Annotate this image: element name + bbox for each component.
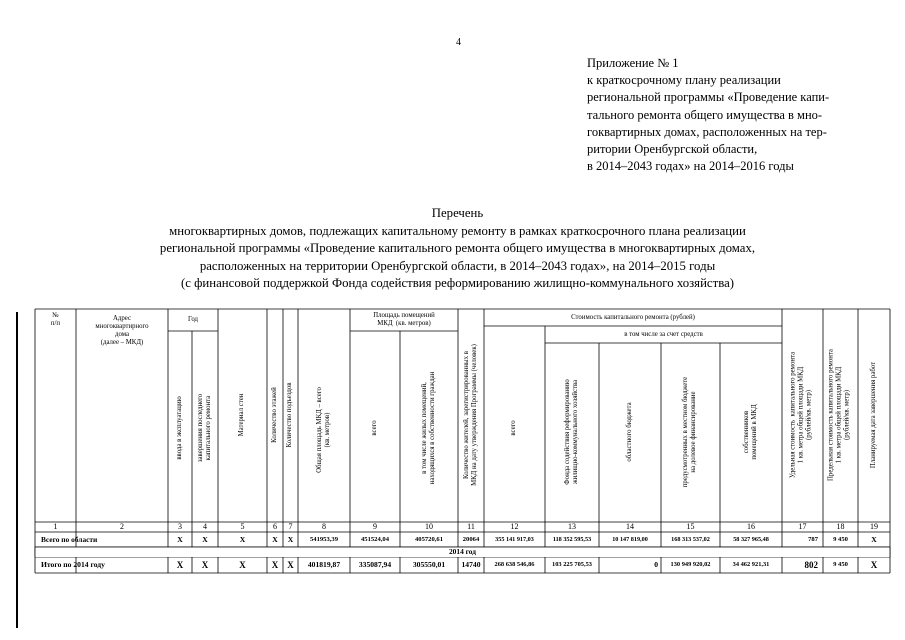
- total-cell: 20064: [462, 535, 480, 543]
- column-number: 7: [288, 522, 293, 531]
- subtotal-cell: 34 462 921,31: [732, 561, 770, 568]
- header-year-group: Год: [188, 316, 198, 323]
- subtotal-cell: Х: [201, 560, 209, 570]
- subtotal-cell: Х: [271, 560, 279, 570]
- subtotal-cell: 9 450: [833, 561, 848, 568]
- header-fund: Фонда содействия реформированию жилищно-коммунального хозяйства: [563, 379, 579, 485]
- header-residents: Количество жителей, зарегистрированных в МКД на дату утверждения Программы (человек): [462, 344, 478, 486]
- total-cell: Х: [202, 534, 208, 544]
- total-cell: 58 327 965,48: [733, 535, 769, 543]
- header-wall-material: Материал стен: [237, 393, 245, 437]
- total-cell: 405720,61: [414, 535, 444, 543]
- column-number: 15: [686, 522, 695, 531]
- column-number: 16: [747, 522, 755, 531]
- column-number: 12: [510, 522, 519, 531]
- title-line-5: (с финансовой поддержкой Фонда содействия реформированию жилищно-коммунального хозяйства): [180, 276, 735, 291]
- subtotal-cell: 0: [654, 560, 658, 569]
- header-unit-cost: Удельная стоимость капитального ремонта 1 кв. метра общей площади МКД (рублей/кв. метр): [789, 351, 814, 479]
- header-entrances: Количество подъездов: [285, 382, 293, 448]
- column-number: 19: [870, 522, 878, 531]
- column-number: 2: [120, 522, 124, 531]
- header-year-last-repair: завершения последнего капитального ремонта: [196, 393, 212, 463]
- subtotal-cell: Х: [287, 560, 294, 570]
- total-cell: Х: [287, 534, 294, 544]
- header-year-commission: ввода в эксплуатацию: [175, 396, 183, 460]
- header-address: Адрес многоквартирного дома (далее – МКД): [95, 315, 149, 346]
- column-number: 3: [178, 522, 182, 531]
- header-max-cost: Предельная стоимость капитального ремонта 1 кв. метра общей площади МКД (рублей/кв. метр): [827, 349, 852, 481]
- column-number: 11: [467, 522, 475, 531]
- column-number: 17: [798, 522, 807, 531]
- column-number: 10: [425, 522, 433, 531]
- header-owners: собственников помещений в МКД: [742, 404, 758, 460]
- subtotal-cell: Х: [176, 560, 184, 570]
- header-sources-group: в том числе за счет средств: [624, 330, 703, 338]
- column-number: 6: [273, 522, 277, 531]
- header-cost-total: всего: [509, 420, 517, 436]
- column-number: 18: [836, 522, 845, 531]
- subtotal-cell: Х: [870, 560, 878, 570]
- subtotal-cell: 268 638 546,86: [494, 561, 535, 568]
- total-cell: 9 450: [833, 535, 848, 543]
- subtotal-cell: 401819,87: [307, 560, 341, 569]
- total-cell: Х: [871, 534, 877, 544]
- subtotal-cell: 335087,94: [358, 560, 392, 569]
- column-number: 8: [322, 522, 326, 531]
- column-number: 4: [203, 522, 207, 531]
- header-premises-area-group: Площадь помещений МКД (кв. метров): [373, 312, 435, 327]
- title-line-2: многоквартирных домов, подлежащих капитальному ремонту в рамках краткосрочного плана реализации: [169, 223, 746, 238]
- header-regional-budget: областного бюджета: [625, 402, 633, 462]
- total-cell: 787: [808, 535, 818, 543]
- header-premises-total: всего: [370, 420, 378, 436]
- header-premises-owned: в том числе жилых помещений, находящихся в собственности граждан: [420, 371, 436, 485]
- subtotal-row-label: Итого по 2014 году: [41, 560, 105, 569]
- appendix-note: Приложение № 1 к краткосрочному плану реализации региональной программы «Проведение капи- тального ремонта общего имущества в мно- гоквартирных домах, расположенных на тер- ритории Оренбургской области, в 2014–2043 годах» на 2014–2016 годы: [587, 56, 830, 174]
- subtotal-cell: 103 225 705,53: [552, 561, 592, 568]
- header-local-budget: предусмотренных в местном бюджете на долевое финансирование: [681, 376, 697, 488]
- column-number: 9: [373, 522, 377, 531]
- column-number: 14: [626, 522, 634, 531]
- subtotal-cell: 802: [804, 560, 818, 570]
- header-cost-group: Стоимость капитального ремонта (рублей): [571, 313, 695, 321]
- header-row-number: № п/п: [50, 312, 61, 327]
- header-planned-date: Планируемая дата завершения работ: [869, 361, 877, 469]
- total-cell: 10 147 819,00: [612, 535, 648, 543]
- total-cell: 168 313 537,02: [671, 535, 710, 543]
- column-number: 1: [53, 522, 58, 531]
- column-number: 13: [568, 522, 576, 531]
- subtotal-cell: 305550,01: [412, 560, 446, 569]
- column-number: 5: [240, 522, 245, 531]
- total-cell: 451524,04: [360, 535, 390, 543]
- total-cell: 541953,39: [309, 535, 339, 543]
- subtotal-cell: 130 949 920,02: [670, 561, 711, 568]
- page-number: 4: [456, 37, 461, 48]
- total-cell: Х: [177, 534, 183, 544]
- header-total-area: Общая площадь МКД – всего (кв. метров): [315, 387, 331, 473]
- title-line-3: региональной программы «Проведение капитального ремонта общего имущества в многоквартирных домах,: [159, 241, 756, 256]
- subtotal-cell: 14740: [461, 560, 481, 569]
- subtotal-cell: Х: [239, 560, 246, 570]
- total-cell: Х: [239, 534, 246, 544]
- title-line-1: Перечень: [431, 206, 484, 220]
- header-floors: Количество этажей: [270, 387, 278, 443]
- title-line-4: расположенных на территории Оренбургской области, в 2014–2043 годах», на 2014–2015 годы: [199, 258, 716, 273]
- year-section-header: 2014 год: [448, 547, 477, 556]
- total-cell: Х: [272, 534, 278, 544]
- total-row-label: Всего по области: [41, 534, 98, 544]
- total-cell: 355 141 917,03: [495, 535, 534, 543]
- total-cell: 118 352 595,53: [552, 535, 592, 543]
